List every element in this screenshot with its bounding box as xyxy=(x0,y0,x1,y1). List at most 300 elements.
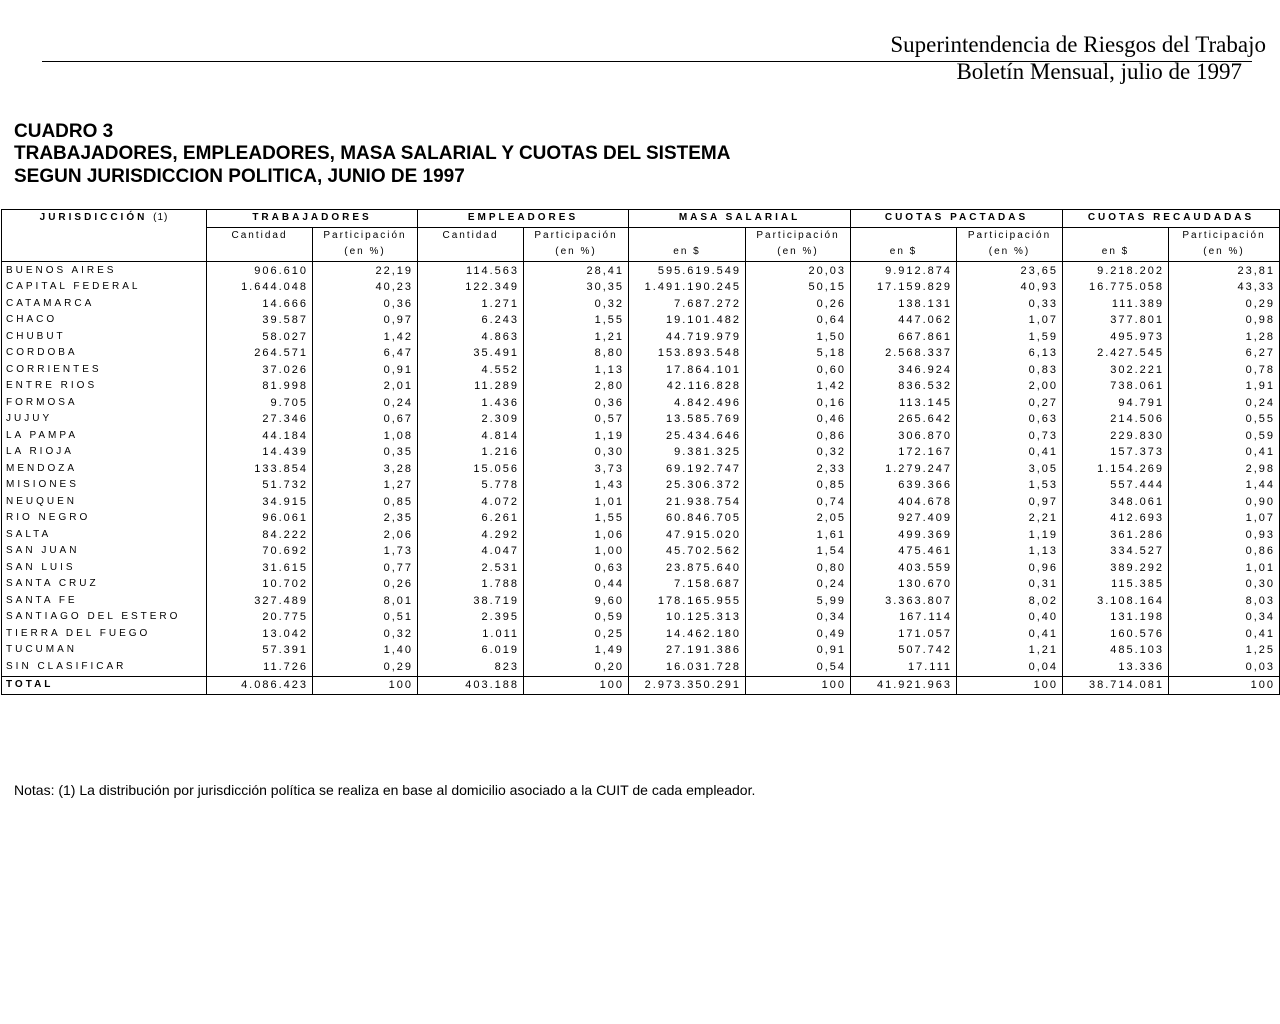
jurisdiction-name: NEUQUEN xyxy=(2,494,207,511)
value-cell: 1,00 xyxy=(524,543,629,560)
value-cell: 3,05 xyxy=(957,461,1063,478)
value-cell: 114.563 xyxy=(418,261,524,279)
value-cell: 1,01 xyxy=(524,494,629,511)
value-cell: 28,41 xyxy=(524,261,629,279)
value-cell: 0,25 xyxy=(524,626,629,643)
jurisdiction-name: MENDOZA xyxy=(2,461,207,478)
notes-footnote: Notas: (1) La distribución por jurisdicción política se realiza en base al domicilio asociado a la CUIT de cada empleador. xyxy=(14,782,756,798)
value-cell: 389.292 xyxy=(1063,560,1169,577)
value-cell: 0,97 xyxy=(957,494,1063,511)
value-cell: 25.434.646 xyxy=(629,428,746,445)
value-cell: 40,23 xyxy=(313,279,418,296)
value-cell: 38.719 xyxy=(418,593,524,610)
value-cell: 9.381.325 xyxy=(629,444,746,461)
value-cell: 21.938.754 xyxy=(629,494,746,511)
table-row xyxy=(2,659,1280,677)
jurisdiction-header-label: JURISDICCIÓN xyxy=(39,212,148,223)
jurisdiction-name: CATAMARCA xyxy=(2,296,207,313)
jurisdiction-name: TIERRA DEL FUEGO xyxy=(2,626,207,643)
value-cell: 58.027 xyxy=(207,329,313,346)
jurisdiction-name: SANTA FE xyxy=(2,593,207,610)
value-cell: 34.915 xyxy=(207,494,313,511)
table-row xyxy=(2,642,1280,659)
value-cell: 0,34 xyxy=(746,609,851,626)
sub-cantidad: Cantidad xyxy=(207,227,313,244)
value-cell: 2.568.337 xyxy=(851,345,957,362)
value-cell: 10.125.313 xyxy=(629,609,746,626)
value-cell: 0,73 xyxy=(957,428,1063,445)
value-cell: 44.184 xyxy=(207,428,313,445)
table-row xyxy=(2,477,1280,494)
value-cell: 334.527 xyxy=(1063,543,1169,560)
table-row xyxy=(2,428,1280,445)
value-cell: 2,33 xyxy=(746,461,851,478)
value-cell: 160.576 xyxy=(1063,626,1169,643)
value-cell: 14.462.180 xyxy=(629,626,746,643)
value-cell: 0,03 xyxy=(1169,659,1280,677)
jurisdiction-name: SANTIAGO DEL ESTERO xyxy=(2,609,207,626)
value-cell: 0,32 xyxy=(524,296,629,313)
table-row xyxy=(2,378,1280,395)
jurisdiction-name: MISIONES xyxy=(2,477,207,494)
value-cell: 1,53 xyxy=(957,477,1063,494)
value-cell: 1.154.269 xyxy=(1063,461,1169,478)
value-cell: 84.222 xyxy=(207,527,313,544)
total-value: 403.188 xyxy=(418,677,524,695)
value-cell: 43,33 xyxy=(1169,279,1280,296)
value-cell: 412.693 xyxy=(1063,510,1169,527)
table-row xyxy=(2,411,1280,428)
value-cell: 1.011 xyxy=(418,626,524,643)
jurisdiction-name: BUENOS AIRES xyxy=(2,261,207,279)
value-cell: 1,06 xyxy=(524,527,629,544)
value-cell: 22,19 xyxy=(313,261,418,279)
value-cell: 1,43 xyxy=(524,477,629,494)
value-cell: 131.198 xyxy=(1063,609,1169,626)
value-cell: 9,60 xyxy=(524,593,629,610)
value-cell: 11.726 xyxy=(207,659,313,677)
value-cell: 0,91 xyxy=(746,642,851,659)
value-cell: 1,19 xyxy=(957,527,1063,544)
value-cell: 0,31 xyxy=(957,576,1063,593)
value-cell: 2.531 xyxy=(418,560,524,577)
value-cell: 0,90 xyxy=(1169,494,1280,511)
value-cell: 1,13 xyxy=(957,543,1063,560)
value-cell: 13.585.769 xyxy=(629,411,746,428)
value-cell: 0,57 xyxy=(524,411,629,428)
table-title-line-1: TRABAJADORES, EMPLEADORES, MASA SALARIAL Y CUOTAS DEL SISTEMA xyxy=(14,143,731,164)
value-cell: 96.061 xyxy=(207,510,313,527)
value-cell: 447.062 xyxy=(851,312,957,329)
value-cell: 0,24 xyxy=(746,576,851,593)
value-cell: 0,86 xyxy=(1169,543,1280,560)
total-value: 100 xyxy=(746,677,851,695)
jurisdiction-name: CORRIENTES xyxy=(2,362,207,379)
value-cell: 1.491.190.245 xyxy=(629,279,746,296)
table-row xyxy=(2,576,1280,593)
value-cell: 1.644.048 xyxy=(207,279,313,296)
value-cell: 0,24 xyxy=(313,395,418,412)
table-row xyxy=(2,395,1280,412)
value-cell: 13.042 xyxy=(207,626,313,643)
value-cell: 0,63 xyxy=(524,560,629,577)
value-cell: 39.587 xyxy=(207,312,313,329)
value-cell: 0,51 xyxy=(313,609,418,626)
value-cell: 0,85 xyxy=(313,494,418,511)
value-cell: 44.719.979 xyxy=(629,329,746,346)
value-cell: 0,98 xyxy=(1169,312,1280,329)
value-cell: 0,74 xyxy=(746,494,851,511)
group-empleadores: EMPLEADORES xyxy=(418,210,629,228)
value-cell: 0,54 xyxy=(746,659,851,677)
value-cell: 557.444 xyxy=(1063,477,1169,494)
value-cell: 8,03 xyxy=(1169,593,1280,610)
table-title-line-2: SEGUN JURISDICCION POLITICA, JUNIO DE 1997 xyxy=(14,166,465,187)
value-cell: 20.775 xyxy=(207,609,313,626)
table-row xyxy=(2,444,1280,461)
table-row xyxy=(2,312,1280,329)
value-cell: 403.559 xyxy=(851,560,957,577)
value-cell: 0,20 xyxy=(524,659,629,677)
value-cell: 1.788 xyxy=(418,576,524,593)
table-row xyxy=(2,510,1280,527)
value-cell: 1,55 xyxy=(524,510,629,527)
value-cell: 60.846.705 xyxy=(629,510,746,527)
value-cell: 133.854 xyxy=(207,461,313,478)
value-cell: 8,01 xyxy=(313,593,418,610)
value-cell: 3.108.164 xyxy=(1063,593,1169,610)
table-row xyxy=(2,279,1280,296)
sub-en-pesos: en $ xyxy=(851,244,957,261)
value-cell: 2,05 xyxy=(746,510,851,527)
value-cell: 50,15 xyxy=(746,279,851,296)
value-cell: 229.830 xyxy=(1063,428,1169,445)
value-cell: 4.047 xyxy=(418,543,524,560)
jurisdiction-name: CHUBUT xyxy=(2,329,207,346)
total-value: 100 xyxy=(957,677,1063,695)
organization-name: Superintendencia de Riesgos del Trabajo xyxy=(890,32,1266,57)
jurisdiction-name: SANTA CRUZ xyxy=(2,576,207,593)
value-cell: 14.666 xyxy=(207,296,313,313)
total-value: 38.714.081 xyxy=(1063,677,1169,695)
value-cell: 23.875.640 xyxy=(629,560,746,577)
value-cell: 57.391 xyxy=(207,642,313,659)
value-cell: 69.192.747 xyxy=(629,461,746,478)
value-cell: 0,96 xyxy=(957,560,1063,577)
value-cell: 153.893.548 xyxy=(629,345,746,362)
value-cell: 6.019 xyxy=(418,642,524,659)
table-row xyxy=(2,362,1280,379)
value-cell: 1,07 xyxy=(1169,510,1280,527)
value-cell: 507.742 xyxy=(851,642,957,659)
value-cell: 0,86 xyxy=(746,428,851,445)
value-cell: 9.218.202 xyxy=(1063,261,1169,279)
jurisdiction-table xyxy=(1,209,1280,695)
value-cell: 81.998 xyxy=(207,378,313,395)
value-cell: 47.915.020 xyxy=(629,527,746,544)
value-cell: 8,02 xyxy=(957,593,1063,610)
value-cell: 377.801 xyxy=(1063,312,1169,329)
value-cell: 1,49 xyxy=(524,642,629,659)
value-cell: 3,73 xyxy=(524,461,629,478)
jurisdiction-name: SALTA xyxy=(2,527,207,544)
table-row xyxy=(2,543,1280,560)
value-cell: 1,28 xyxy=(1169,329,1280,346)
value-cell: 2,06 xyxy=(313,527,418,544)
value-cell: 9.912.874 xyxy=(851,261,957,279)
value-cell: 2,00 xyxy=(957,378,1063,395)
value-cell: 1,61 xyxy=(746,527,851,544)
value-cell: 2,01 xyxy=(313,378,418,395)
jurisdiction-name: CAPITAL FEDERAL xyxy=(2,279,207,296)
value-cell: 2,98 xyxy=(1169,461,1280,478)
jurisdiction-name: TUCUMAN xyxy=(2,642,207,659)
group-cuotas-recaudadas: CUOTAS RECAUDADAS xyxy=(1063,210,1280,228)
value-cell: 4.863 xyxy=(418,329,524,346)
value-cell: 1,27 xyxy=(313,477,418,494)
value-cell: 25.306.372 xyxy=(629,477,746,494)
value-cell: 16.775.058 xyxy=(1063,279,1169,296)
sub-en-pct: (en %) xyxy=(1169,244,1280,261)
total-value: 100 xyxy=(1169,677,1280,695)
value-cell: 1,01 xyxy=(1169,560,1280,577)
group-trabajadores: TRABAJADORES xyxy=(207,210,418,228)
value-cell: 1,07 xyxy=(957,312,1063,329)
value-cell: 5,18 xyxy=(746,345,851,362)
jurisdiction-name: CHACO xyxy=(2,312,207,329)
value-cell: 836.532 xyxy=(851,378,957,395)
total-value: 100 xyxy=(313,677,418,695)
value-cell: 1,42 xyxy=(313,329,418,346)
value-cell: 122.349 xyxy=(418,279,524,296)
value-cell: 0,36 xyxy=(313,296,418,313)
sub-en-pesos: en $ xyxy=(1063,244,1169,261)
jurisdiction-name: SIN CLASIFICAR xyxy=(2,659,207,677)
value-cell: 6.261 xyxy=(418,510,524,527)
value-cell: 738.061 xyxy=(1063,378,1169,395)
sub-participacion: Participación xyxy=(1169,227,1280,244)
value-cell: 302.221 xyxy=(1063,362,1169,379)
value-cell: 17.864.101 xyxy=(629,362,746,379)
jurisdiction-name: LA RIOJA xyxy=(2,444,207,461)
sub-blank xyxy=(207,244,313,261)
value-cell: 0,30 xyxy=(1169,576,1280,593)
sub-blank xyxy=(629,227,746,244)
value-cell: 0,32 xyxy=(746,444,851,461)
sub-blank xyxy=(418,244,524,261)
value-cell: 1.279.247 xyxy=(851,461,957,478)
value-cell: 2,80 xyxy=(524,378,629,395)
value-cell: 0,29 xyxy=(313,659,418,677)
value-cell: 0,55 xyxy=(1169,411,1280,428)
jurisdiction-name: LA PAMPA xyxy=(2,428,207,445)
sub-blank xyxy=(851,227,957,244)
value-cell: 265.642 xyxy=(851,411,957,428)
value-cell: 0,77 xyxy=(313,560,418,577)
value-cell: 1,21 xyxy=(957,642,1063,659)
table-number: CUADRO 3 xyxy=(14,121,114,142)
value-cell: 1.216 xyxy=(418,444,524,461)
value-cell: 4.292 xyxy=(418,527,524,544)
jurisdiction-name: CORDOBA xyxy=(2,345,207,362)
value-cell: 0,41 xyxy=(1169,626,1280,643)
value-cell: 823 xyxy=(418,659,524,677)
total-value: 41.921.963 xyxy=(851,677,957,695)
table-row xyxy=(2,296,1280,313)
value-cell: 306.870 xyxy=(851,428,957,445)
value-cell: 348.061 xyxy=(1063,494,1169,511)
value-cell: 157.373 xyxy=(1063,444,1169,461)
value-cell: 0,33 xyxy=(957,296,1063,313)
value-cell: 113.145 xyxy=(851,395,957,412)
value-cell: 4.814 xyxy=(418,428,524,445)
sub-participacion: Participación xyxy=(746,227,851,244)
value-cell: 1,91 xyxy=(1169,378,1280,395)
value-cell: 1,50 xyxy=(746,329,851,346)
value-cell: 0,16 xyxy=(746,395,851,412)
value-cell: 2.427.545 xyxy=(1063,345,1169,362)
jurisdiction-name: RIO NEGRO xyxy=(2,510,207,527)
value-cell: 42.116.828 xyxy=(629,378,746,395)
value-cell: 9.705 xyxy=(207,395,313,412)
value-cell: 17.159.829 xyxy=(851,279,957,296)
value-cell: 1.436 xyxy=(418,395,524,412)
sub-participacion: Participación xyxy=(524,227,629,244)
sub-cantidad: Cantidad xyxy=(418,227,524,244)
value-cell: 111.389 xyxy=(1063,296,1169,313)
value-cell: 31.615 xyxy=(207,560,313,577)
value-cell: 639.366 xyxy=(851,477,957,494)
value-cell: 495.973 xyxy=(1063,329,1169,346)
sub-participacion: Participación xyxy=(313,227,418,244)
value-cell: 0,93 xyxy=(1169,527,1280,544)
value-cell: 0,80 xyxy=(746,560,851,577)
value-cell: 214.506 xyxy=(1063,411,1169,428)
total-value: 100 xyxy=(524,677,629,695)
value-cell: 1,44 xyxy=(1169,477,1280,494)
jurisdiction-name: ENTRE RIOS xyxy=(2,378,207,395)
value-cell: 37.026 xyxy=(207,362,313,379)
group-cuotas-pactadas: CUOTAS PACTADAS xyxy=(851,210,1063,228)
value-cell: 172.167 xyxy=(851,444,957,461)
value-cell: 327.489 xyxy=(207,593,313,610)
value-cell: 0,83 xyxy=(957,362,1063,379)
value-cell: 361.286 xyxy=(1063,527,1169,544)
value-cell: 0,30 xyxy=(524,444,629,461)
value-cell: 667.861 xyxy=(851,329,957,346)
value-cell: 94.791 xyxy=(1063,395,1169,412)
value-cell: 0,04 xyxy=(957,659,1063,677)
value-cell: 7.687.272 xyxy=(629,296,746,313)
total-label: TOTAL xyxy=(2,677,207,695)
value-cell: 0,41 xyxy=(1169,444,1280,461)
table-row xyxy=(2,626,1280,643)
value-cell: 115.385 xyxy=(1063,576,1169,593)
value-cell: 1,25 xyxy=(1169,642,1280,659)
value-cell: 70.692 xyxy=(207,543,313,560)
value-cell: 0,67 xyxy=(313,411,418,428)
value-cell: 27.346 xyxy=(207,411,313,428)
value-cell: 906.610 xyxy=(207,261,313,279)
value-cell: 0,26 xyxy=(313,576,418,593)
value-cell: 11.289 xyxy=(418,378,524,395)
sub-participacion: Participación xyxy=(957,227,1063,244)
value-cell: 4.072 xyxy=(418,494,524,511)
value-cell: 2,21 xyxy=(957,510,1063,527)
value-cell: 2.395 xyxy=(418,609,524,626)
jurisdiction-header xyxy=(2,210,207,262)
value-cell: 0,26 xyxy=(746,296,851,313)
value-cell: 51.732 xyxy=(207,477,313,494)
table-row xyxy=(2,345,1280,362)
table-row xyxy=(2,560,1280,577)
table-row xyxy=(2,609,1280,626)
jurisdiction-name: SAN JUAN xyxy=(2,543,207,560)
value-cell: 5.778 xyxy=(418,477,524,494)
value-cell: 0,32 xyxy=(313,626,418,643)
value-cell: 8,80 xyxy=(524,345,629,362)
value-cell: 1,19 xyxy=(524,428,629,445)
value-cell: 30,35 xyxy=(524,279,629,296)
value-cell: 0,36 xyxy=(524,395,629,412)
value-cell: 0,41 xyxy=(957,444,1063,461)
value-cell: 2,35 xyxy=(313,510,418,527)
sub-en-pesos: en $ xyxy=(629,244,746,261)
value-cell: 404.678 xyxy=(851,494,957,511)
value-cell: 0,64 xyxy=(746,312,851,329)
jurisdiction-note-marker: (1) xyxy=(153,212,169,223)
jurisdiction-name: SAN LUIS xyxy=(2,560,207,577)
value-cell: 171.057 xyxy=(851,626,957,643)
table-row xyxy=(2,461,1280,478)
value-cell: 499.369 xyxy=(851,527,957,544)
value-cell: 0,44 xyxy=(524,576,629,593)
value-cell: 1,21 xyxy=(524,329,629,346)
value-cell: 6,27 xyxy=(1169,345,1280,362)
table-row xyxy=(2,593,1280,610)
value-cell: 23,81 xyxy=(1169,261,1280,279)
value-cell: 2.309 xyxy=(418,411,524,428)
value-cell: 1,73 xyxy=(313,543,418,560)
total-value: 4.086.423 xyxy=(207,677,313,695)
value-cell: 0,78 xyxy=(1169,362,1280,379)
value-cell: 0,41 xyxy=(957,626,1063,643)
table-row xyxy=(2,527,1280,544)
value-cell: 1,54 xyxy=(746,543,851,560)
sub-en-pct: (en %) xyxy=(313,244,418,261)
value-cell: 1.271 xyxy=(418,296,524,313)
value-cell: 0,49 xyxy=(746,626,851,643)
total-value: 2.973.350.291 xyxy=(629,677,746,695)
table-row xyxy=(2,494,1280,511)
value-cell: 13.336 xyxy=(1063,659,1169,677)
value-cell: 167.114 xyxy=(851,609,957,626)
value-cell: 10.702 xyxy=(207,576,313,593)
value-cell: 23,65 xyxy=(957,261,1063,279)
value-cell: 0,34 xyxy=(1169,609,1280,626)
sub-en-pct: (en %) xyxy=(524,244,629,261)
value-cell: 0,59 xyxy=(1169,428,1280,445)
value-cell: 19.101.482 xyxy=(629,312,746,329)
value-cell: 1,13 xyxy=(524,362,629,379)
value-cell: 1,40 xyxy=(313,642,418,659)
value-cell: 138.131 xyxy=(851,296,957,313)
value-cell: 45.702.562 xyxy=(629,543,746,560)
value-cell: 1,08 xyxy=(313,428,418,445)
table-row xyxy=(2,329,1280,346)
value-cell: 6,47 xyxy=(313,345,418,362)
total-row xyxy=(2,677,1280,695)
